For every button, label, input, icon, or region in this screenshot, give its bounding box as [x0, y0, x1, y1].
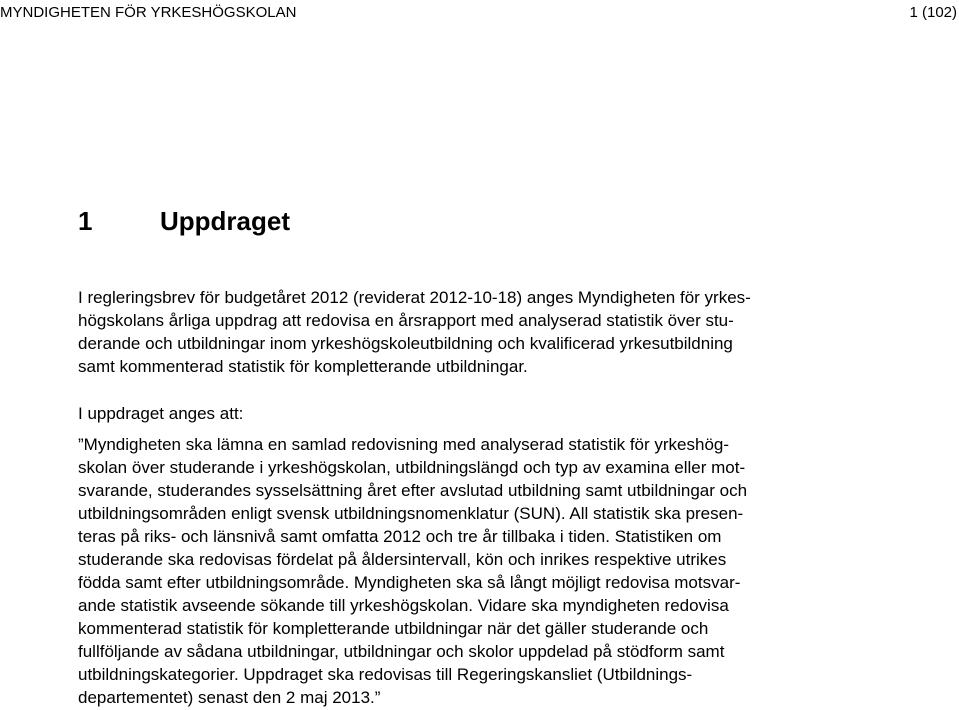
chapter-title: Uppdraget — [160, 206, 290, 236]
quote-line: teras på riks- och länsnivå samt omfatta 2012 och tre år tillbaka i tiden. Statistiken om — [78, 527, 722, 546]
quote-line: födda samt efter utbildningsområde. Myndigheten ska så långt möjligt redovisa motsvar- — [78, 573, 741, 592]
quote-line: ande statistik avseende sökande till yrkeshögskolan. Vidare ska myndigheten redovisa — [78, 596, 729, 615]
chapter-number: 1 — [78, 206, 93, 236]
quote-line: ”Myndigheten ska lämna en samlad redovisning med analyserad statistik för yrkeshög- — [78, 435, 730, 454]
page-number: 1 (102) — [909, 4, 957, 21]
intro-line: derande och utbildningar inom yrkeshögskoleutbildning och kvalificerad yrkesutbildning — [78, 334, 733, 353]
quote-line: svarande, studerandes sysselsättning året efter avslutad utbildning samt utbildningar och — [78, 481, 748, 500]
lead-paragraph: I uppdraget anges att: — [78, 404, 244, 423]
quote-line: fullföljande av sådana utbildningar, utbildningar och skolor uppdelad på stödform samt — [78, 642, 725, 661]
chapter-heading — [78, 205, 290, 237]
intro-line: samt kommenterad statistik för kompletterande utbildningar. — [78, 357, 528, 376]
quote-line: utbildningsområden enligt svensk utbildningsnomenklatur (SUN). All statistik ska presen- — [78, 504, 744, 523]
quote-line: kommenterad statistik för kompletterande utbildningar när det gäller studerande och — [78, 619, 709, 638]
quote-line: departementet) senast den 2 maj 2013.” — [78, 688, 381, 707]
intro-paragraph — [78, 286, 751, 378]
quote-line: skolan över studerande i yrkeshögskolan, utbildningslängd och typ av examina eller mot- — [78, 458, 746, 477]
intro-line: högskolans årliga uppdrag att redovisa en årsrapport med analyserad statistik över stu- — [78, 311, 734, 330]
running-header-organization: MYNDIGHETEN FÖR YRKESHÖGSKOLAN — [0, 4, 297, 21]
quoted-assignment-paragraph — [78, 433, 747, 709]
quote-line: studerande ska redovisas fördelat på åldersintervall, kön och inrikes respektive utrikes — [78, 550, 727, 569]
quote-line: utbildningskategorier. Uppdraget ska redovisas till Regeringskansliet (Utbildnings- — [78, 665, 693, 684]
intro-line: I regleringsbrev för budgetåret 2012 (reviderat 2012-10-18) anges Myndigheten för yrkes- — [78, 288, 751, 307]
